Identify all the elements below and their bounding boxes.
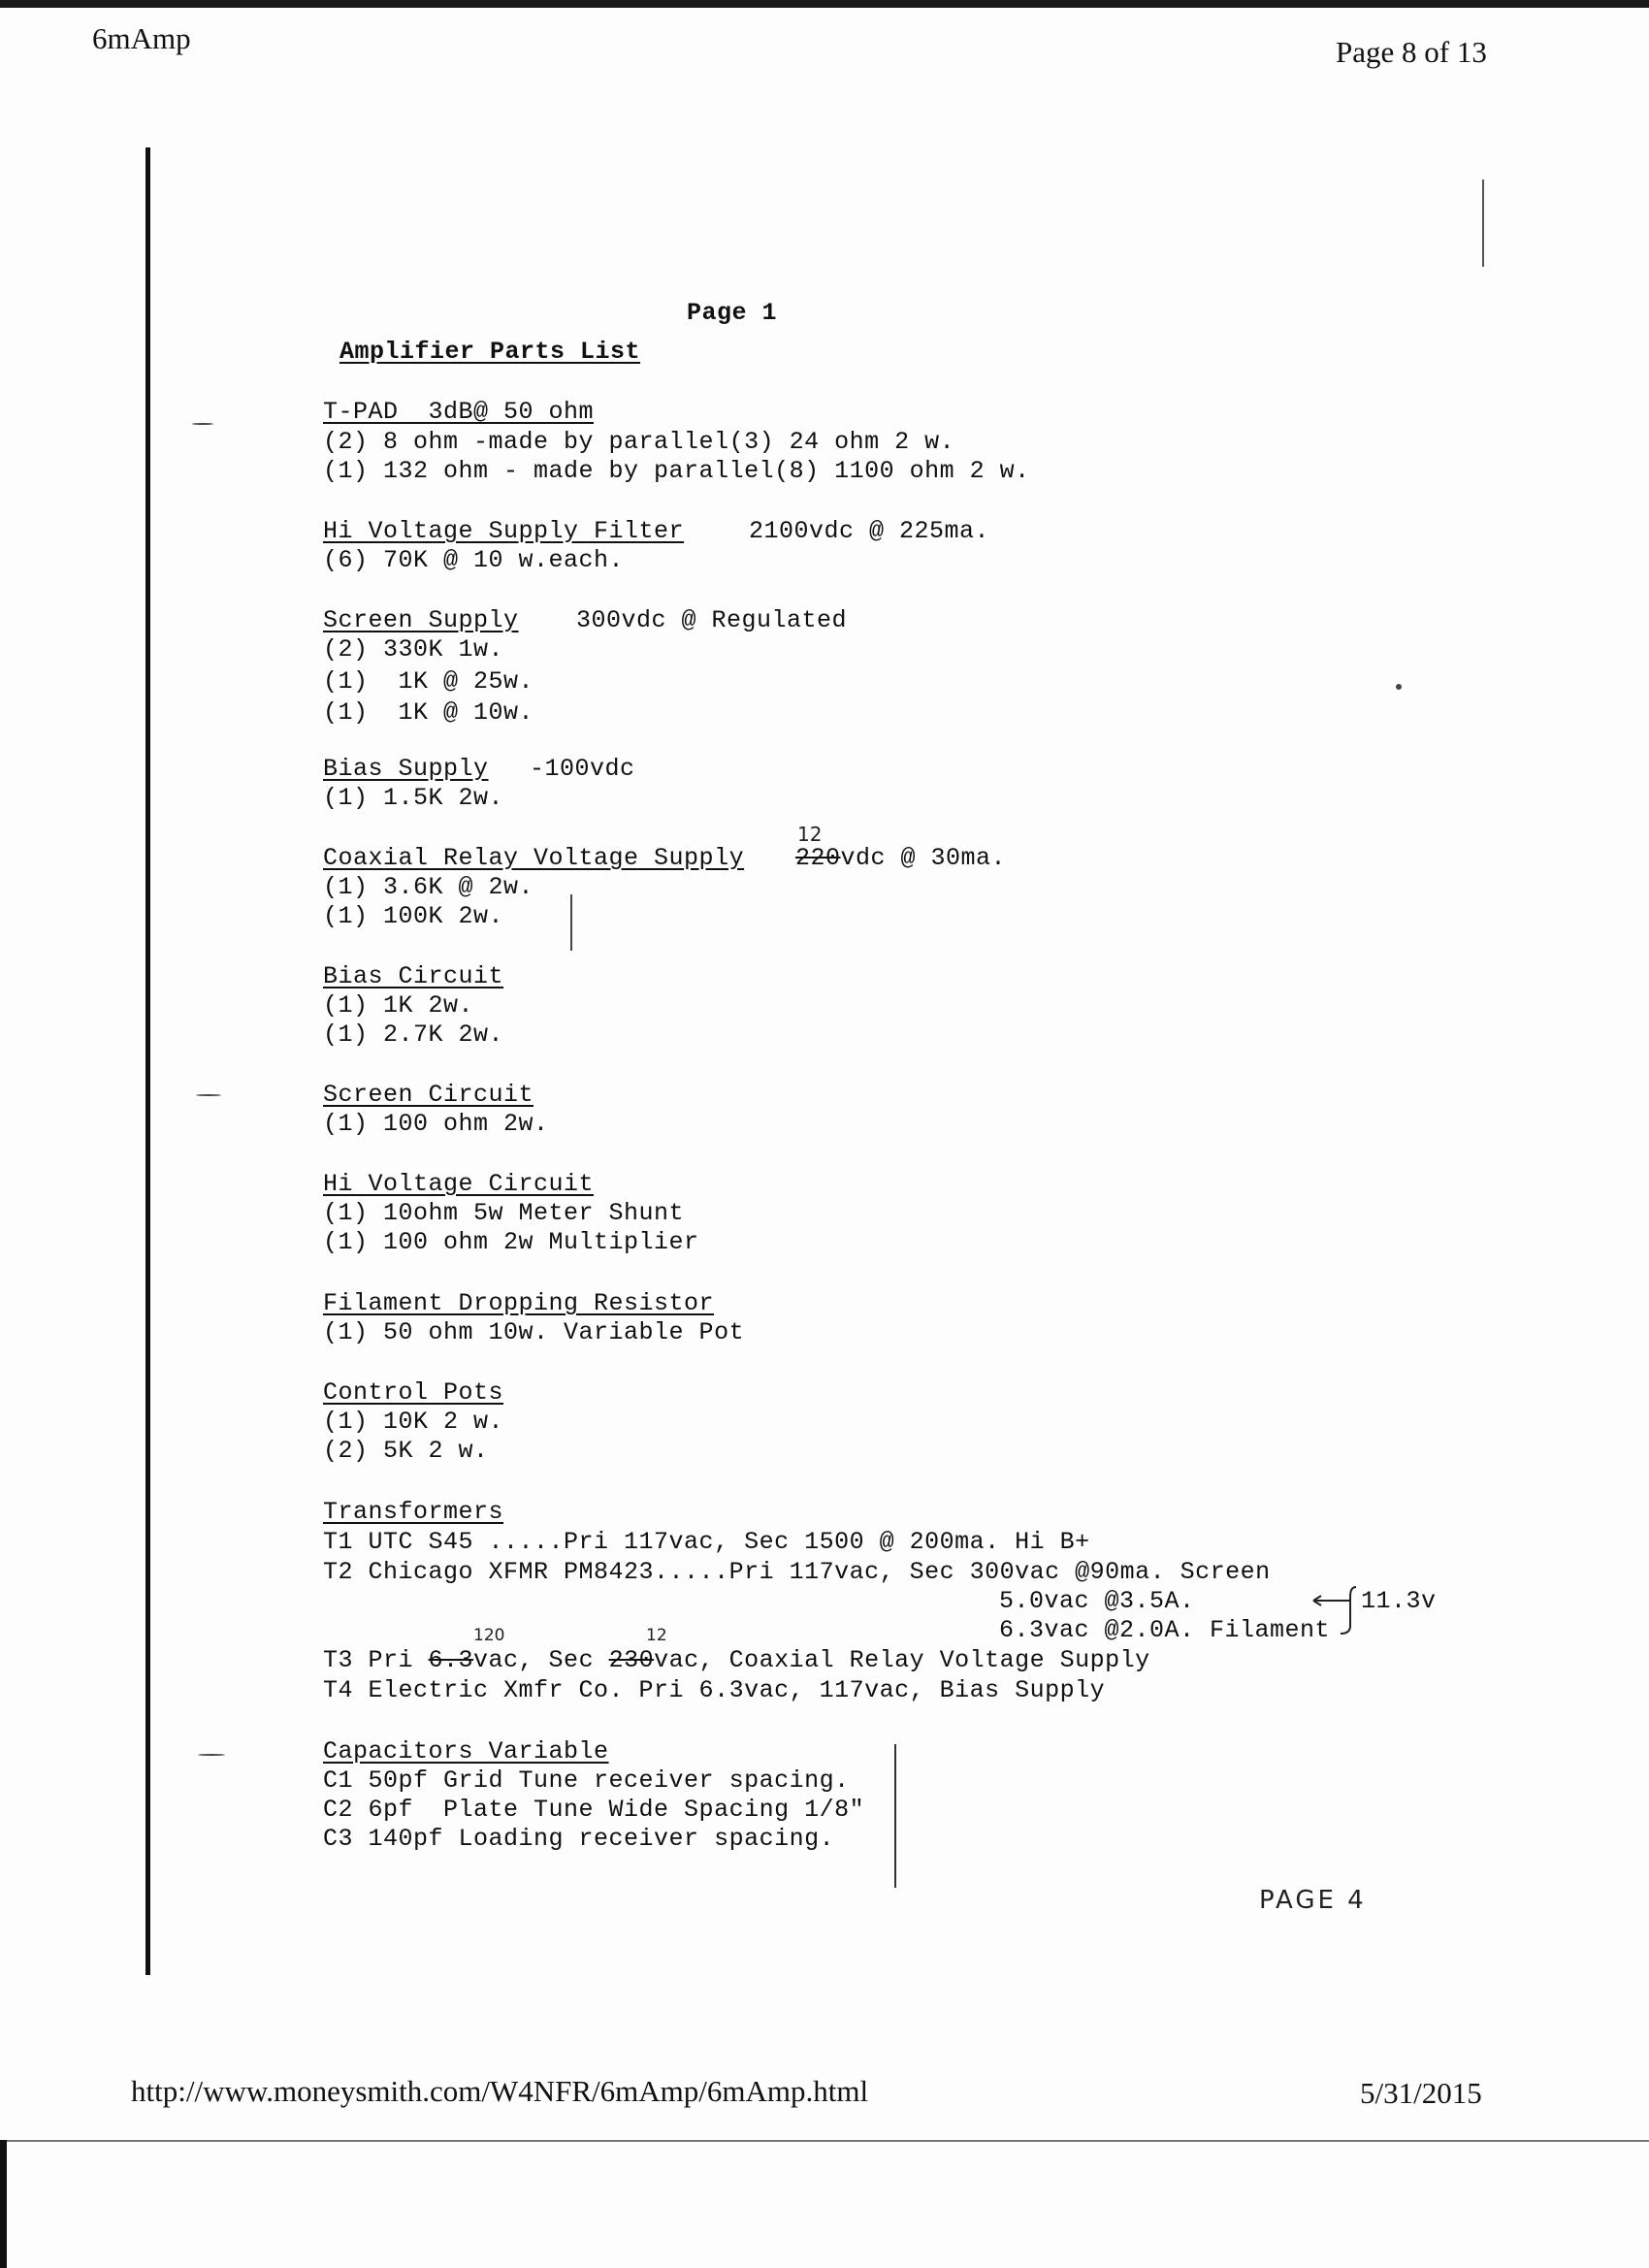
handwritten-12-annotation: 12 (797, 823, 823, 846)
control-pots-line-2: (2) 5K 2 w. (323, 1437, 489, 1465)
scan-speck (198, 1754, 225, 1756)
tpad-line-2: (1) 132 ohm - made by parallel(8) 1100 ohm 2 w. (323, 457, 1030, 485)
transformer-t4: T4 Electric Xmfr Co. Pri 6.3vac, 117vac, Bias Supply (323, 1676, 1106, 1704)
hv-circuit-heading: Hi Voltage Circuit (323, 1170, 595, 1198)
filament-heading: Filament Dropping Resistor (323, 1289, 715, 1317)
hv-circuit-line-1: (1) 10ohm 5w Meter Shunt (323, 1199, 685, 1227)
screen-supply-line-2: (1) 1K @ 25w. (323, 667, 534, 696)
footer-date: 5/31/2015 (1360, 2076, 1482, 2110)
t3-part-c: vac, Coaxial Relay Voltage Supply (654, 1646, 1150, 1674)
scan-speck (192, 423, 213, 425)
handwritten-11v-note: 11.3v (1361, 1587, 1437, 1615)
capacitor-c2: C2 6pf Plate Tune Wide Spacing 1/8" (323, 1796, 865, 1824)
tpad-heading: T-PAD 3dB@ 50 ohm (323, 398, 595, 426)
screen-circuit-line-1: (1) 100 ohm 2w. (323, 1110, 549, 1138)
header-title: 6mAmp (92, 21, 191, 55)
screen-supply-spec: 300vdc @ Regulated (576, 606, 848, 634)
hv-circuit-line-2: (1) 100 ohm 2w Multiplier (323, 1228, 699, 1256)
capacitors-heading: Capacitors Variable (323, 1737, 609, 1766)
t3-part-b: vac, Sec (473, 1646, 609, 1674)
scan-speck (1396, 684, 1402, 690)
filament-line-1: (1) 50 ohm 10w. Variable Pot (323, 1318, 745, 1346)
transformer-t2: T2 Chicago XFMR PM8423.....Pri 117vac, Sec 300vac @90ma. Screen (323, 1558, 1271, 1586)
header-page-number: Page 8 of 13 (1336, 35, 1487, 69)
capacitor-c1: C1 50pf Grid Tune receiver spacing. (323, 1766, 850, 1795)
scan-bottom-border (0, 2140, 1649, 2142)
coax-line-2: (1) 100K 2w. (323, 902, 504, 930)
hv-filter-line-1: (6) 70K @ 10 w.each. (323, 546, 625, 574)
hv-filter-spec: 2100vdc @ 225ma. (749, 517, 990, 545)
scan-speck (196, 1094, 221, 1096)
bias-supply-spec: -100vdc (530, 755, 635, 783)
hv-filter-heading: Hi Voltage Supply Filter (323, 517, 685, 545)
scan-top-border (0, 0, 1649, 8)
pencil-mark (570, 894, 572, 951)
control-pots-heading: Control Pots (323, 1378, 504, 1407)
bias-circuit-heading: Bias Circuit (323, 962, 504, 990)
screen-supply-heading: Screen Supply (323, 606, 519, 634)
handwritten-12-t3-annotation: 12 (646, 1626, 667, 1645)
tpad-line-1: (2) 8 ohm -made by parallel(3) 24 ohm 2 w. (323, 428, 955, 456)
t3-struck-2: 230 (608, 1646, 655, 1674)
transformer-t2-filament-5v: 5.0vac @3.5A. (999, 1587, 1195, 1615)
handwritten-page-note: PAGE 4 (1259, 1886, 1367, 1915)
right-margin-mark (1482, 179, 1484, 267)
screen-supply-line-1: (2) 330K 1w. (323, 635, 504, 664)
transformers-heading: Transformers (323, 1498, 504, 1526)
document-title: Amplifier Parts List (340, 338, 641, 366)
bracket-arrow-icon (1311, 1583, 1366, 1637)
left-margin-rule (146, 147, 150, 1975)
screen-circuit-heading: Screen Circuit (323, 1081, 534, 1109)
screen-supply-line-3: (1) 1K @ 10w. (323, 698, 534, 727)
footer-url: http://www.moneysmith.com/W4NFR/6mAmp/6mAmp.html (131, 2074, 869, 2108)
coax-line-1: (1) 3.6K @ 2w. (323, 873, 534, 901)
bias-circuit-line-2: (1) 2.7K 2w. (323, 1021, 504, 1049)
t3-part-a: T3 Pri (323, 1646, 429, 1674)
bias-supply-heading: Bias Supply (323, 755, 489, 783)
capacitor-bracket-line (894, 1744, 896, 1888)
transformer-t2-filament-6v: 6.3vac @2.0A. Filament (999, 1616, 1331, 1644)
t3-struck-1: 6.3 (428, 1646, 474, 1674)
capacitor-c3: C3 140pf Loading receiver spacing. (323, 1825, 835, 1853)
page-label: Page 1 (687, 299, 778, 327)
transformer-t1: T1 UTC S45 .....Pri 117vac, Sec 1500 @ 200ma. Hi B+ (323, 1528, 1090, 1556)
coax-spec-rest: vdc @ 30ma. (840, 844, 1007, 872)
scan-corner-mark (0, 2140, 7, 2268)
coax-spec-struck: 220 (795, 844, 841, 872)
coax-heading: Coaxial Relay Voltage Supply (323, 844, 745, 872)
transformer-t3 (323, 1646, 1150, 1674)
handwritten-120-annotation: 120 (473, 1626, 505, 1645)
bias-supply-line-1: (1) 1.5K 2w. (323, 784, 504, 812)
coax-spec (795, 844, 1006, 872)
bias-circuit-line-1: (1) 1K 2w. (323, 991, 474, 1020)
control-pots-line-1: (1) 10K 2 w. (323, 1408, 504, 1436)
